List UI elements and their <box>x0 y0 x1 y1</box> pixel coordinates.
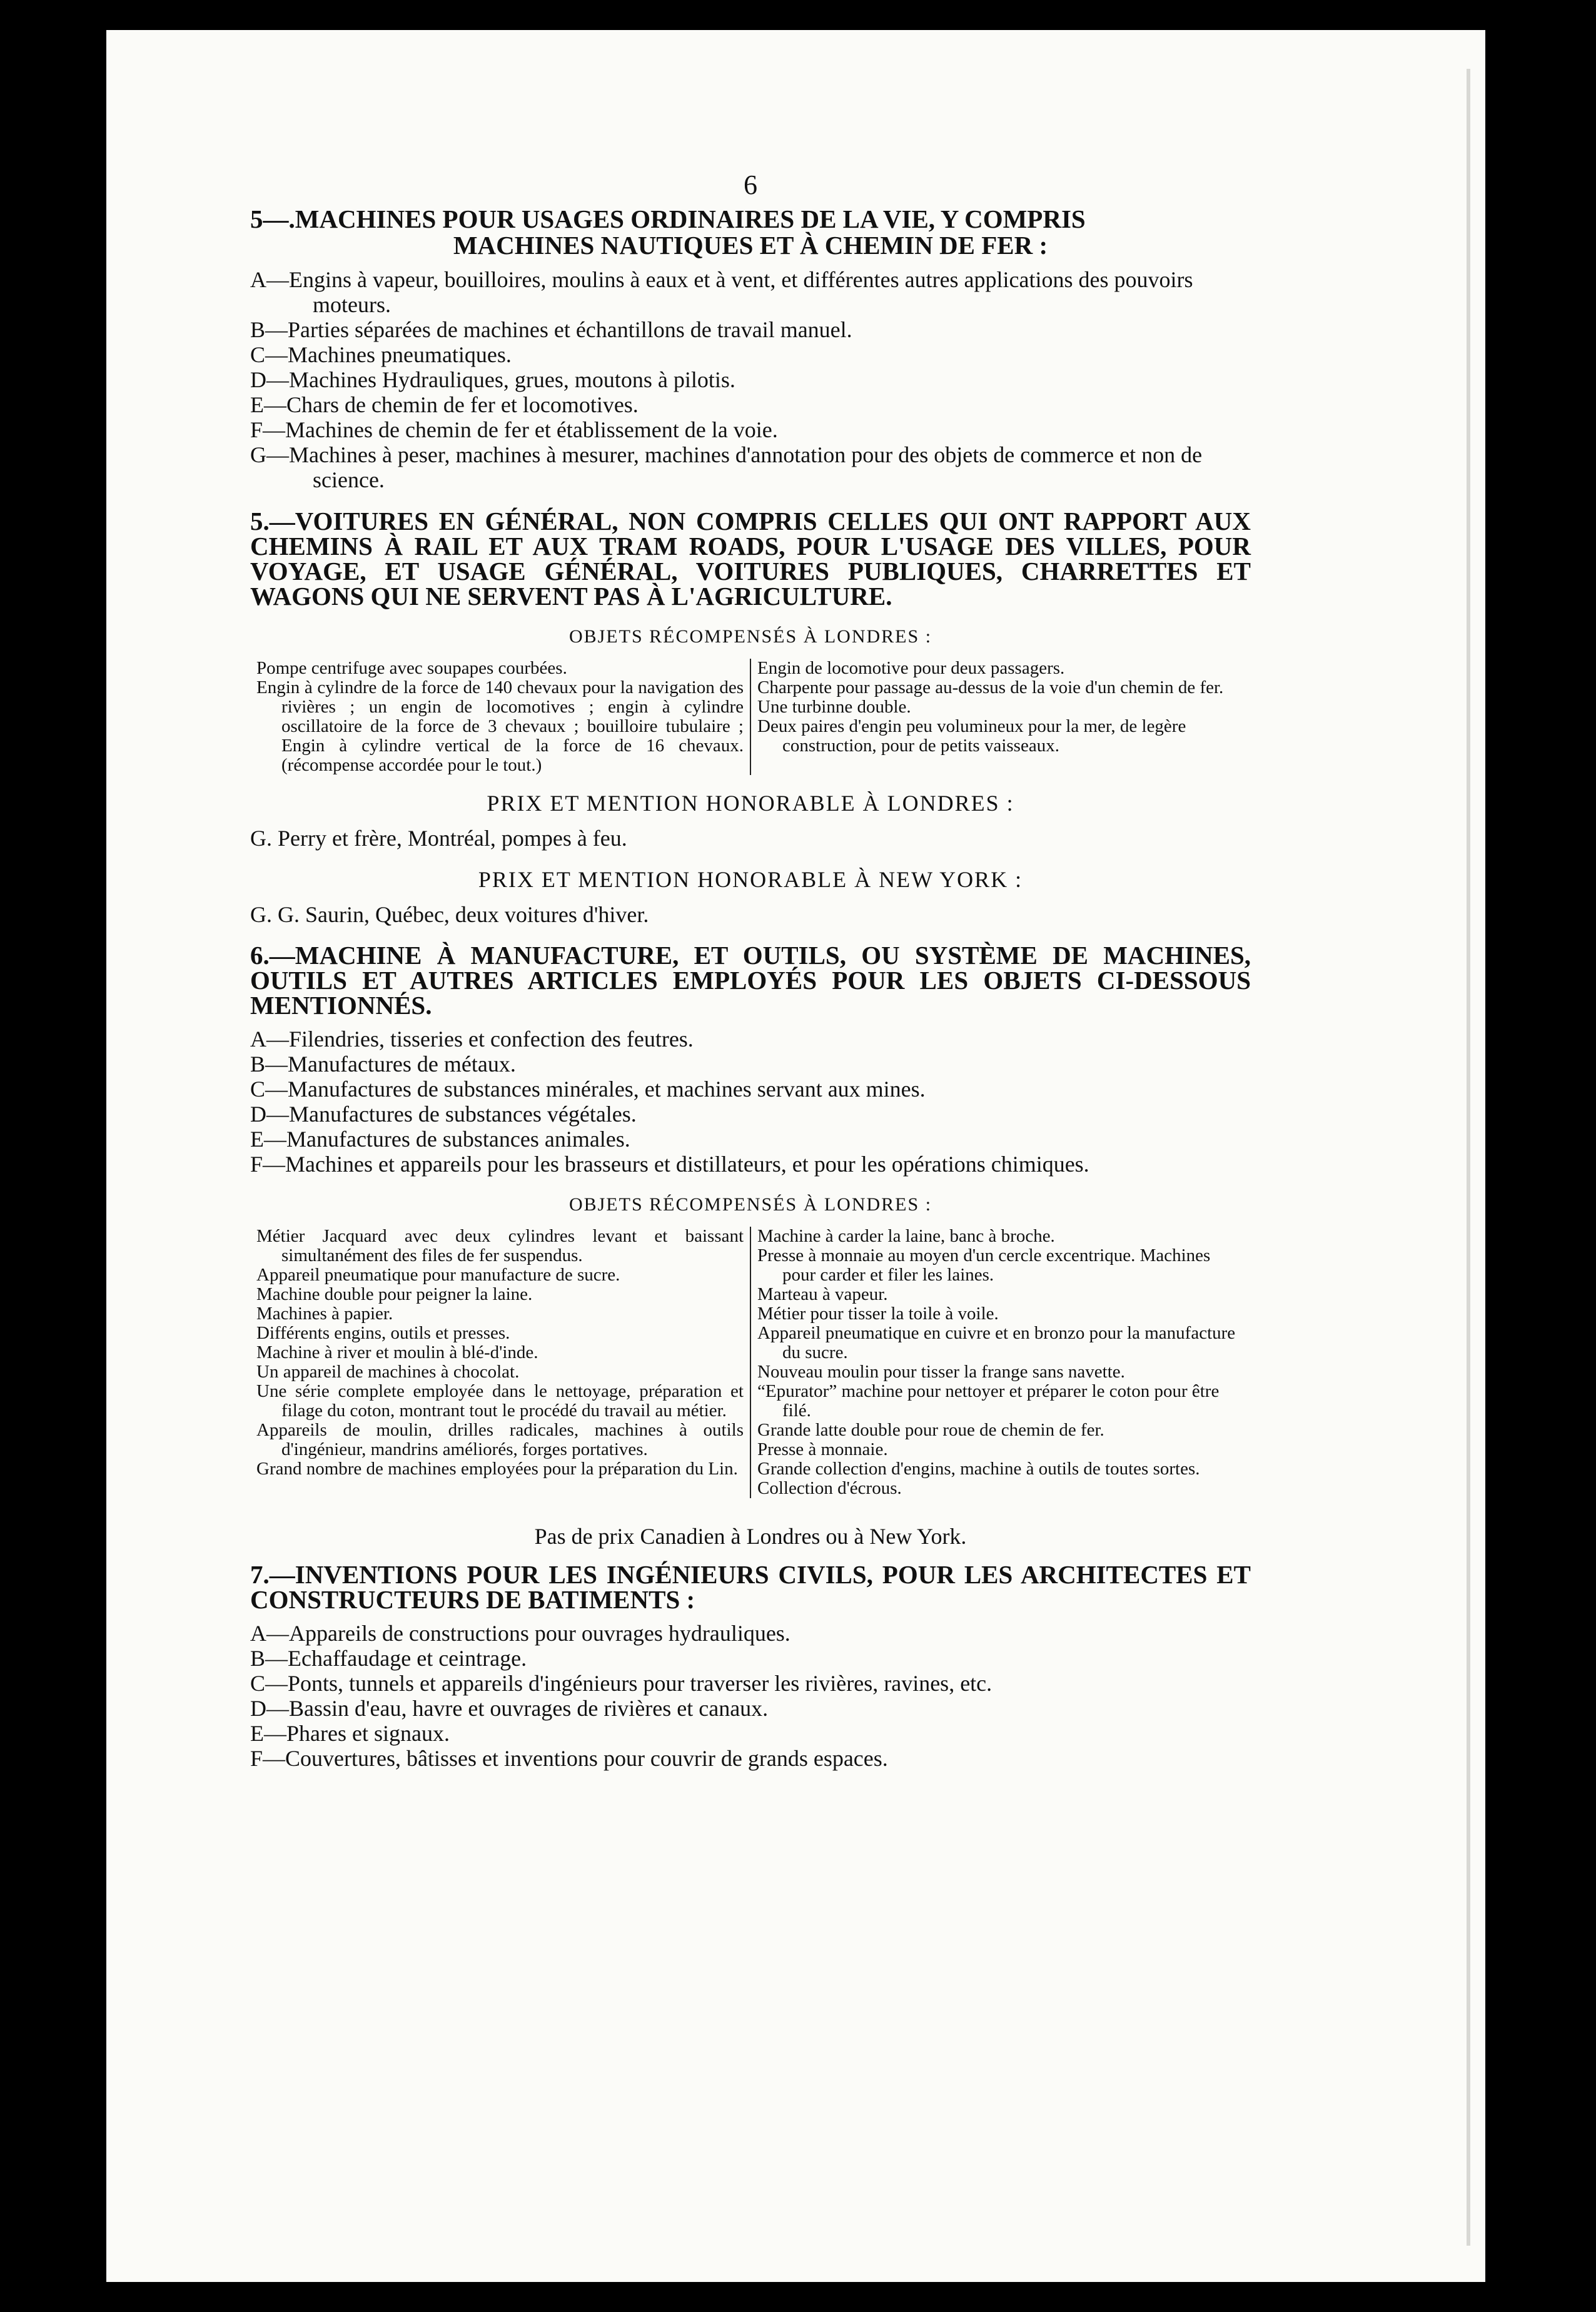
list-item: G—Machines à peser, machines à mesurer, machines d'annotation pour des objets de commerce et non de science. <box>250 442 1203 492</box>
award-entry: Une turbinne double. <box>757 697 911 717</box>
list-item: A—Appareils de constructions pour ouvrages hydrauliques. <box>250 1621 790 1646</box>
list-item: D—Machines Hydrauliques, grues, moutons à pilotis. <box>250 367 735 392</box>
award-entry: Engin à cylindre de la force de 140 chevaux pour la navigation des rivières ; un engin de locomotives ; engin à cylindre oscillatoire de la force de 3 chevaux ; bouilloire tubulaire ; Engin à cylindre vertical de la force de 16 chevaux. (récompense accordée pour le tout.) <box>256 677 744 775</box>
list-item: C—Ponts, tunnels et appareils d'ingénieurs pour traverser les rivières, ravines, etc. <box>250 1671 992 1696</box>
prix-newyork-heading: PRIX ET MENTION HONORABLE À NEW YORK : <box>478 867 1023 892</box>
page-edge <box>1467 69 1470 2246</box>
objets-heading: OBJETS RÉCOMPENSÉS À LONDRES : <box>568 626 932 647</box>
award-entry: Grand nombre de machines employées pour la préparation du Lin. <box>256 1459 738 1479</box>
list-item: F—Machines et appareils pour les brasseurs et distillateurs, et pour les opérations chimiques. <box>250 1152 1089 1177</box>
page-content <box>250 169 1251 1771</box>
award-entry: Presse à monnaie au moyen d'un cercle excentrique. Machines pour carder et filer les laines. <box>757 1245 1211 1285</box>
award-entry: Nouveau moulin pour tisser la frange sans navette. <box>757 1362 1125 1382</box>
scan-border <box>1485 0 1596 2312</box>
awards-left-column <box>250 659 751 775</box>
list-item: D—Bassin d'eau, havre et ouvrages de rivières et canaux. <box>250 1696 769 1721</box>
award-entry: Un appareil de machines à chocolat. <box>256 1362 520 1382</box>
prix-newyork-entry: G. G. Saurin, Québec, deux voitures d'hiver. <box>250 902 649 927</box>
awards-columns <box>250 1227 1251 1498</box>
award-entry: Pompe centrifuge avec soupapes courbées. <box>256 658 567 678</box>
section-6-title: 6.—MACHINE À MANUFACTURE, ET OUTILS, OU SYSTÈME DE MACHINES, OUTILS ET AUTRES ARTICLES EMPLOYÉS POUR LES OBJETS CI-DESSOUS MENTIONNÉS. <box>250 941 1251 1020</box>
award-entry: Machine à carder la laine, banc à broche. <box>757 1226 1055 1246</box>
award-entry: Appareil pneumatique en cuivre et en bronzo pour la manufacture du sucre. <box>757 1323 1236 1362</box>
award-entry: Deux paires d'engin peu volumineux pour la mer, de legère construction, pour de petits vaisseaux. <box>757 716 1186 756</box>
prix-londres-heading: PRIX ET MENTION HONORABLE À LONDRES : <box>487 791 1014 816</box>
section-5b-title: 5.—VOITURES EN GÉNÉRAL, NON COMPRIS CELLES QUI ONT RAPPORT AUX CHEMINS À RAIL ET AUX TRAM ROADS, POUR L'USAGE DES VILLES, POUR VOYAGE, ET USAGE GÉNÉRAL, VOITURES PUBLIQUES, CHARRETTES ET WAGONS QUI NE SERVENT PAS À L'AGRICULTURE. <box>250 507 1251 611</box>
list-item: C—Machines pneumatiques. <box>250 342 512 367</box>
award-entry: Une série complete employée dans le nettoyage, préparation et filage du coton, montrant tout le procédé du travail au métier. <box>256 1381 744 1421</box>
prix-londres-entry: G. Perry et frère, Montréal, pompes à feu. <box>250 826 627 851</box>
list-item: D—Manufactures de substances végétales. <box>250 1102 637 1127</box>
award-entry: Machine double pour peigner la laine. <box>256 1284 533 1304</box>
list-item: E—Chars de chemin de fer et locomotives. <box>250 392 639 417</box>
section-5a-title-line1: 5—.MACHINES POUR USAGES ORDINAIRES DE LA VIE, Y COMPRIS <box>250 205 1086 233</box>
awards-right-column <box>751 1227 1251 1498</box>
list-item: A—Engins à vapeur, bouilloires, moulins à eaux et à vent, et différentes autres applications des pouvoirs moteurs. <box>250 267 1193 317</box>
awards-left-column <box>250 1227 751 1498</box>
no-prize-note: Pas de prix Canadien à Londres ou à New York. <box>534 1524 967 1549</box>
award-entry: Différents engins, outils et presses. <box>256 1323 510 1343</box>
list-item: A—Filendries, tisseries et confection des feutres. <box>250 1027 694 1052</box>
award-entry: Appareil pneumatique pour manufacture de sucre. <box>256 1265 620 1285</box>
list-item: F—Machines de chemin de fer et établissement de la voie. <box>250 417 778 442</box>
award-entry: Collection d'écrous. <box>757 1478 902 1498</box>
award-entry: Appareils de moulin, drilles radicales, machines à outils d'ingénieur, mandrins améliorés, forges portatives. <box>256 1420 744 1459</box>
section-5a-list <box>250 267 1251 492</box>
list-item: E—Manufactures de substances animales. <box>250 1127 630 1152</box>
list-item: F—Couvertures, bâtisses et inventions pour couvrir de grands espaces. <box>250 1746 888 1771</box>
award-entry: Marteau à vapeur. <box>757 1284 888 1304</box>
section-6-list <box>250 1027 1251 1177</box>
page-number: 6 <box>744 170 757 200</box>
list-item: B—Manufactures de métaux. <box>250 1052 516 1077</box>
objets-heading: OBJETS RÉCOMPENSÉS À LONDRES : <box>568 1194 932 1215</box>
award-entry: Presse à monnaie. <box>757 1439 888 1459</box>
section-5a-title <box>250 206 1251 258</box>
awards-right-column <box>751 659 1251 775</box>
list-item: C—Manufactures de substances minérales, et machines servant aux mines. <box>250 1077 926 1102</box>
section-7-title: 7.—INVENTIONS POUR LES INGÉNIEURS CIVILS, POUR LES ARCHITECTES ET CONSTRUCTEURS DE BATIMENTS : <box>250 1560 1251 1614</box>
award-entry: Engin de locomotive pour deux passagers. <box>757 658 1065 678</box>
award-entry: Grande collection d'engins, machine à outils de toutes sortes. <box>757 1459 1200 1479</box>
section-5a-title-line2: MACHINES NAUTIQUES ET À CHEMIN DE FER : <box>453 231 1048 260</box>
award-entry: Grande latte double pour roue de chemin de fer. <box>757 1420 1104 1440</box>
list-item: B—Parties séparées de machines et échantillons de travail manuel. <box>250 317 852 342</box>
award-entry: “Epurator” machine pour nettoyer et préparer le coton pour être filé. <box>757 1381 1220 1421</box>
award-entry: Métier pour tisser la toile à voile. <box>757 1304 999 1324</box>
list-item: B—Echaffaudage et ceintrage. <box>250 1646 527 1671</box>
award-entry: Métier Jacquard avec deux cylindres levant et baissant simultanément des files de fer suspendus. <box>256 1226 744 1265</box>
list-item: E—Phares et signaux. <box>250 1721 450 1746</box>
awards-columns <box>250 659 1251 775</box>
section-7-list <box>250 1621 1251 1771</box>
award-entry: Machine à river et moulin à blé-d'inde. <box>256 1342 538 1362</box>
award-entry: Charpente pour passage au-dessus de la voie d'un chemin de fer. <box>757 677 1224 697</box>
award-entry: Machines à papier. <box>256 1304 393 1324</box>
